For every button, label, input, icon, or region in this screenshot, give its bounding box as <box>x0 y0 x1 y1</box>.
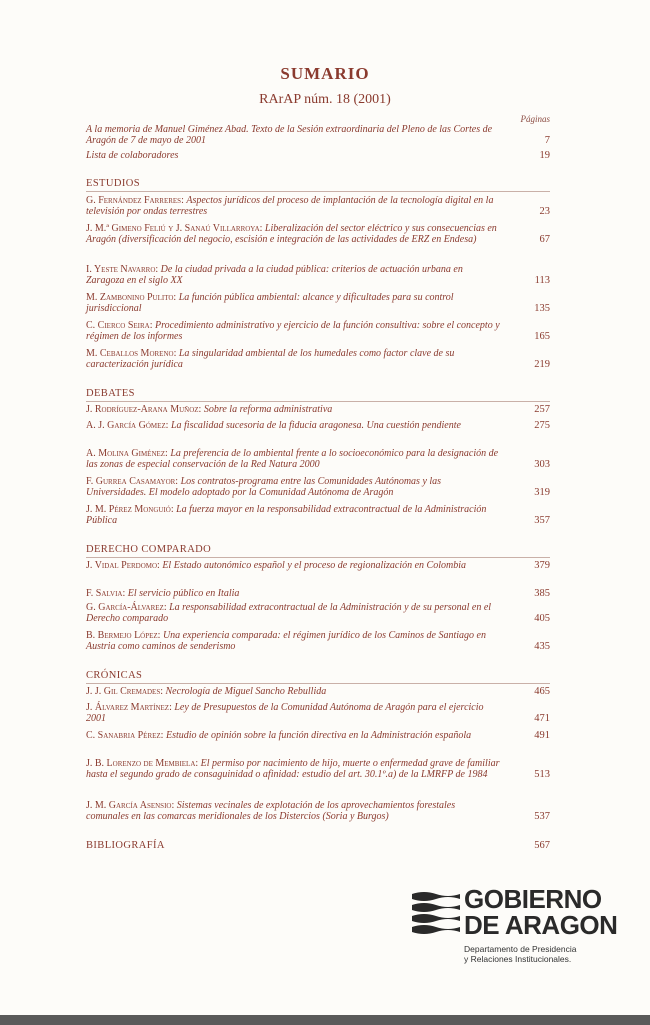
entry-author: G. Fernández Farreres: <box>86 195 184 206</box>
entry-title: La responsabilidad extracontractual de la Administración y de su personal en el Derecho comparado <box>86 602 492 624</box>
entry-title: Aspectos jurídicos del proceso de implantación de la tecnología digital en la televisión por ondas terrestres <box>86 195 494 217</box>
pages-column-label: Páginas <box>520 114 550 124</box>
toc-entry[interactable] <box>86 124 550 146</box>
section-heading-cronicas: CRÓNICAS <box>86 670 143 681</box>
entry-author: I. Yeste Navarro: <box>86 264 159 275</box>
entry-page: 275 <box>534 420 550 431</box>
entry-page: 219 <box>534 359 550 370</box>
entry-author: J. Vidal Perdomo: <box>86 560 160 571</box>
entry-page: 357 <box>534 515 550 526</box>
divider <box>86 557 550 558</box>
entry-title: De la ciudad privada a la ciudad pública: criterios de actuación urbana en Zaragoza en el siglo XX <box>86 264 463 286</box>
entry-page: 165 <box>534 331 550 342</box>
entry-page: 471 <box>534 713 550 724</box>
entry-page: 567 <box>534 840 550 851</box>
logo-line-1: GOBIERNO <box>464 884 602 914</box>
entry-title: El Estado autonómico español y el proceso de regionalización en Colombia <box>162 560 466 571</box>
toc-entry-bibliography[interactable] <box>86 840 550 851</box>
entry-author: C. Sanabria Pérez: <box>86 730 164 741</box>
entry-author: B. Bermejo López: <box>86 630 161 641</box>
aragon-stripes-icon <box>412 890 460 934</box>
entry-title: La fuerza mayor en la responsabilidad extracontractual de la Administración Pública <box>86 504 487 526</box>
logo-department-line-1: Departamento de Presidencia <box>464 944 577 954</box>
entry-title: Liberalización del sector eléctrico y sus consecuencias en Aragón (diversificación del negocio, escisión e integración de las actividades de ERZ en Endesa) <box>86 223 497 245</box>
logo-department-line-2: y Relaciones Institucionales. <box>464 954 572 964</box>
bottom-edge-bar <box>0 1015 650 1025</box>
toc-entry[interactable] <box>86 320 550 342</box>
entry-page: 513 <box>534 769 550 780</box>
entry-page: 257 <box>534 404 550 415</box>
toc-entry[interactable] <box>86 264 550 286</box>
toc-entry[interactable] <box>86 195 550 217</box>
entry-author: A. Molina Giménez: <box>86 448 168 459</box>
page-subtitle: RArAP núm. 18 (2001) <box>259 92 391 107</box>
entry-title: El permiso por nacimiento de hijo, muerte o enfermedad grave de familiar hasta el segundo grado de consaguinidad o afinidad: estudio del art. 30.1º.a) de la LMRFP de 1984 <box>86 758 500 780</box>
entry-title: Lista de colaboradores <box>86 150 179 161</box>
entry-author: J. Álvarez Martínez: <box>86 702 172 713</box>
entry-title: Ley de Presupuestos de la Comunidad Autónoma de Aragón para el ejercicio 2001 <box>86 702 484 724</box>
toc-entry[interactable] <box>86 476 550 498</box>
page-title: SUMARIO <box>280 64 370 83</box>
toc-entry[interactable] <box>86 560 550 571</box>
entry-author: J. M. Pérez Monguió: <box>86 504 174 515</box>
entry-title: Estudio de opinión sobre la función directiva en la Administración española <box>165 730 472 741</box>
toc-entry[interactable] <box>86 404 550 415</box>
toc-entry[interactable] <box>86 588 550 599</box>
toc-entry[interactable] <box>86 630 550 652</box>
toc-entry[interactable] <box>86 348 550 370</box>
toc-entry[interactable] <box>86 223 550 245</box>
entry-title: Sobre la reforma administrativa <box>203 404 333 415</box>
section-heading-estudios: ESTUDIOS <box>86 178 140 189</box>
entry-author: J. M. García Asensio: <box>86 800 175 811</box>
entry-title: Una experiencia comparada: el régimen jurídico de los Caminos de Santiago en Austria como caminos de senderismo <box>86 630 486 652</box>
entry-title: El servicio público en Italia <box>127 588 240 599</box>
entry-author: M. Zambonino Pulito: <box>86 292 177 303</box>
entry-page: 113 <box>534 275 550 286</box>
entry-title: Sistemas vecinales de explotación de los aprovechamientos forestales comunales en las comarcas meridionales de los Distercios (Soria y Burgos) <box>86 800 456 822</box>
entry-title: La función pública ambiental: alcance y dificultades para su control jurisdiccional <box>86 292 454 314</box>
entry-author: J. B. Lorenzo de Membiela: <box>86 758 199 769</box>
entry-page: 385 <box>534 588 550 599</box>
section-heading-bibliografia: BIBLIOGRAFÍA <box>86 840 165 851</box>
section-heading-debates: DEBATES <box>86 388 135 399</box>
section-heading-derecho-comparado: DERECHO COMPARADO <box>86 544 212 555</box>
entry-author: C. Cierco Seira: <box>86 320 153 331</box>
entry-title: Los contratos-programa entre las Comunidades Autónomas y las Universidades. El modelo adoptado por la Comunidad Autónoma de Aragón <box>86 476 442 498</box>
entry-title: La singularidad ambiental de los humedales como factor clave de su caracterización jurídica <box>86 348 455 370</box>
toc-entry[interactable] <box>86 800 550 822</box>
entry-title: A la memoria de Manuel Giménez Abad. Texto de la Sesión extraordinaria del Pleno de las Cortes de Aragón de 7 de mayo de 2001 <box>86 124 493 146</box>
gobierno-aragon-logo <box>412 884 632 972</box>
toc-entry[interactable] <box>86 686 550 697</box>
entry-title: Necrología de Miguel Sancho Rebullida <box>165 686 327 697</box>
toc-entry[interactable] <box>86 448 550 470</box>
entry-page: 465 <box>534 686 550 697</box>
entry-page: 67 <box>539 234 550 245</box>
entry-title: La preferencia de lo ambiental frente a lo socioeconómico para la designación de las zonas de especial conservación de la Red Natura 2000 <box>86 448 499 470</box>
entry-author: F. Gurrea Casamayor: <box>86 476 179 487</box>
entry-page: 435 <box>534 641 550 652</box>
toc-entry[interactable] <box>86 420 550 431</box>
entry-author: J. M.ª Gimeno Feliú y J. Sanaú Villarroya: <box>86 223 263 234</box>
entry-title: La fiscalidad sucesoria de la fiducia aragonesa. Una cuestión pendiente <box>170 420 461 431</box>
toc-entry[interactable] <box>86 150 550 161</box>
divider <box>86 191 550 192</box>
entry-page: 23 <box>539 206 550 217</box>
entry-page: 379 <box>534 560 550 571</box>
divider <box>86 683 550 684</box>
entry-page: 19 <box>539 150 550 161</box>
entry-page: 135 <box>534 303 550 314</box>
toc-entry[interactable] <box>86 730 550 741</box>
entry-title: Procedimiento administrativo y ejercicio de la función consultiva: sobre el concepto y régimen de los informes <box>86 320 500 342</box>
entry-author: F. Salvia: <box>86 588 126 599</box>
entry-page: 303 <box>534 459 550 470</box>
toc-entry[interactable] <box>86 602 550 624</box>
entry-page: 7 <box>544 135 550 146</box>
toc-entry[interactable] <box>86 702 550 724</box>
entry-author: A. J. García Gómez: <box>86 420 169 431</box>
entry-page: 491 <box>534 730 550 741</box>
toc-entry[interactable] <box>86 504 550 526</box>
entry-author: J. J. Gil Cremades: <box>86 686 164 697</box>
logo-line-2: DE ARAGON <box>464 910 618 940</box>
entry-page: 405 <box>534 613 550 624</box>
entry-page: 319 <box>534 487 550 498</box>
entry-author: J. Rodríguez-Arana Muñoz: <box>86 404 202 415</box>
toc-entry[interactable] <box>86 292 550 314</box>
divider <box>86 401 550 402</box>
toc-entry[interactable] <box>86 758 550 780</box>
entry-page: 537 <box>534 811 550 822</box>
entry-author: G. García-Álvarez: <box>86 602 167 613</box>
logo-department <box>464 944 576 964</box>
entry-author: M. Ceballos Moreno: <box>86 348 177 359</box>
